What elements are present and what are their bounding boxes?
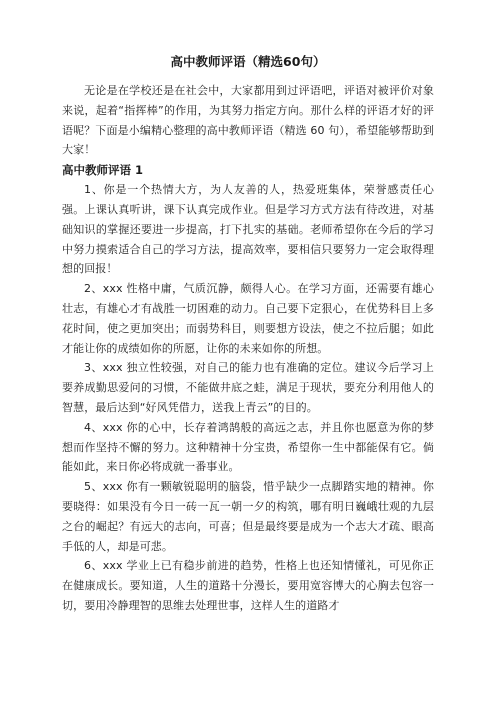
- section-heading: 高中教师评语 1: [62, 163, 144, 178]
- comment-item-2: 2、xxx 性格中庸，气质沉静，颇得人心。在学习方面，还需要有雄心壮志，有雄心才有战胜一切困难的动力。自己要下定狠心，在优势科目上多花时间，使之更加突出；而弱势科目，则要想方设法，使之不拉后腿；如此才能让你的成绩如你的所愿，让你的未来如你的所想。: [62, 282, 434, 355]
- comment-item-3: 3、xxx 独立性较强，对自己的能力也有准确的定位。建议今后学习上要养成勤思爱问的习惯，不能做井底之蛙，满足于现状，要充分利用他人的智慧，最后达到“好风凭借力，送我上青云”的目的。: [62, 361, 434, 414]
- comment-item-5: 5、xxx 你有一颗敏锐聪明的脑袋，惜乎缺少一点脚踏实地的精神。你要晓得：如果没有今日一砖一瓦一朝一夕的构筑，哪有明日巍峨壮观的九层之台的崛起？有远大的志向，可喜；但是最终要是成为一个志大才疏、眼高手低的人，却是可悲。: [62, 480, 434, 553]
- document-title: 高中教师评语（精选60句）: [170, 54, 326, 69]
- comment-item-1: 1、你是一个热情大方，为人友善的人，热爱班集体，荣誉感责任心强。上课认真听讲，课下认真完成作业。但是学习方式方法有待改进，对基础知识的掌握还要进一步提高，打下扎实的基础。老师希望你在今后的学习中努力摸索适合自己的学习方法，提高效率，要相信只要努力一定会取得理想的回报！: [62, 183, 434, 276]
- document-page: [62, 52, 434, 616]
- comment-item-4: 4、xxx 你的心中，长存着鸿鹄般的高远之志，并且你也愿意为你的梦想而作坚持不懈的努力。这种精神十分宝贵，希望你一生中都能保有它。倘能如此，来日你必将成就一番事业。: [62, 420, 434, 474]
- comment-item-6: 6、xxx 学业上已有稳步前进的趋势，性格上也还知情懂礼，可见你正在健康成长。要知道，人生的道路十分漫长，要用宽容博大的心胸去包容一切，要用冷静理智的思维去处理世事，这样人生的道路才: [62, 559, 434, 612]
- intro-paragraph: 无论是在学校还是在社会中，大家都用到过评语吧，评语对被评价对象来说，起着“指挥棒”的作用，为其努力指定方向。那什么样的评语才好的评语呢？下面是小编精心整理的高中教师评语（精选 60 句），希望能够帮助到大家！: [62, 84, 434, 157]
